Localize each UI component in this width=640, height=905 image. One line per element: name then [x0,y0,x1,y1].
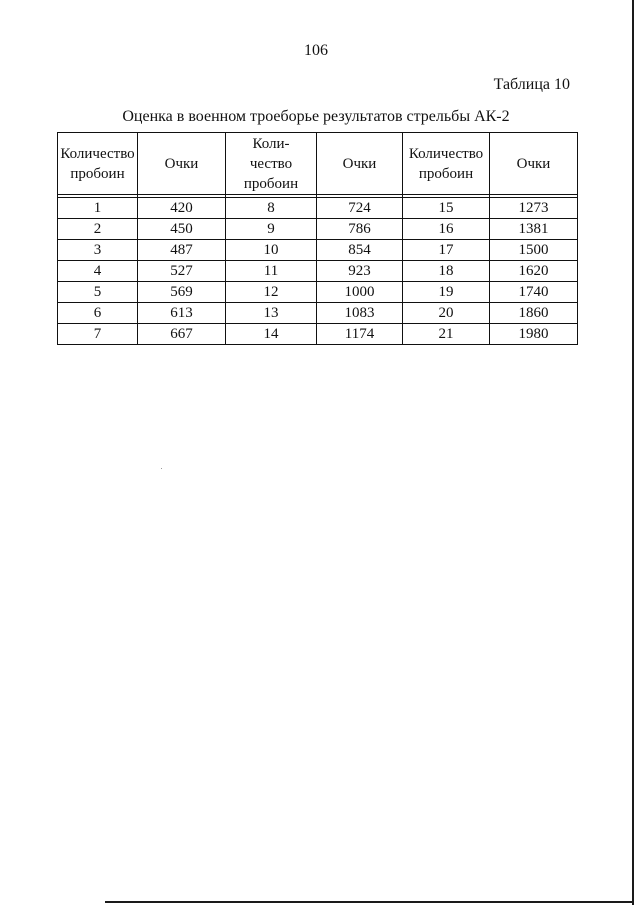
table-cell: 12 [226,282,317,303]
table-cell: 6 [58,303,138,324]
table-row [58,219,578,240]
table-row [58,324,578,345]
header-cell: Очки [138,133,226,195]
table-cell: 1 [58,198,138,219]
table-cell: 1381 [490,219,578,240]
table-cell: 4 [58,261,138,282]
table-cell: 15 [403,198,490,219]
table-cell: 1620 [490,261,578,282]
table-cell: 9 [226,219,317,240]
table-row [58,198,578,219]
table-cell: 5 [58,282,138,303]
table-body [58,195,578,345]
table-cell: 1980 [490,324,578,345]
table-cell: 1174 [317,324,403,345]
table-cell: 18 [403,261,490,282]
table-cell: 8 [226,198,317,219]
table-cell: 7 [58,324,138,345]
table-cell: 786 [317,219,403,240]
page-edge-bottom [105,901,632,903]
table-cell: 16 [403,219,490,240]
table-title-text: Оценка в военном троеборье результатов стрельбы АК-2 [122,108,510,125]
table-cell: 1083 [317,303,403,324]
table-cell: 613 [138,303,226,324]
table-cell: 450 [138,219,226,240]
table-row [58,240,578,261]
header-cell: Количество пробоин [58,133,138,195]
table-cell: 667 [138,324,226,345]
table-header-row [58,133,578,195]
table-cell: 1860 [490,303,578,324]
table-cell: 3 [58,240,138,261]
header-cell: Очки [317,133,403,195]
table-cell: 11 [226,261,317,282]
table-cell: 1000 [317,282,403,303]
table-cell: 17 [403,240,490,261]
table-cell: 923 [317,261,403,282]
page-number: 106 [304,42,328,59]
table-cell: 2 [58,219,138,240]
header-cell: Очки [490,133,578,195]
table-cell: 20 [403,303,490,324]
table-row [58,261,578,282]
table-cell: 19 [403,282,490,303]
page-edge-right [632,0,634,905]
table-cell: 10 [226,240,317,261]
table-cell: 487 [138,240,226,261]
table-row [58,303,578,324]
table-cell: 724 [317,198,403,219]
table-cell: 1740 [490,282,578,303]
table-cell: 21 [403,324,490,345]
scan-speck [161,468,162,469]
table-cell: 569 [138,282,226,303]
shooting-score-table [57,132,578,345]
table-title [0,108,632,126]
table-cell: 420 [138,198,226,219]
table-cell: 527 [138,261,226,282]
table-cell: 14 [226,324,317,345]
table-cell: 854 [317,240,403,261]
table-cell: 1273 [490,198,578,219]
table-cell: 13 [226,303,317,324]
header-cell: Количество пробоин [403,133,490,195]
table-row [58,282,578,303]
header-cell: Коли- чество пробоин [226,133,317,195]
table-label: Таблица 10 [493,76,570,93]
table-cell: 1500 [490,240,578,261]
